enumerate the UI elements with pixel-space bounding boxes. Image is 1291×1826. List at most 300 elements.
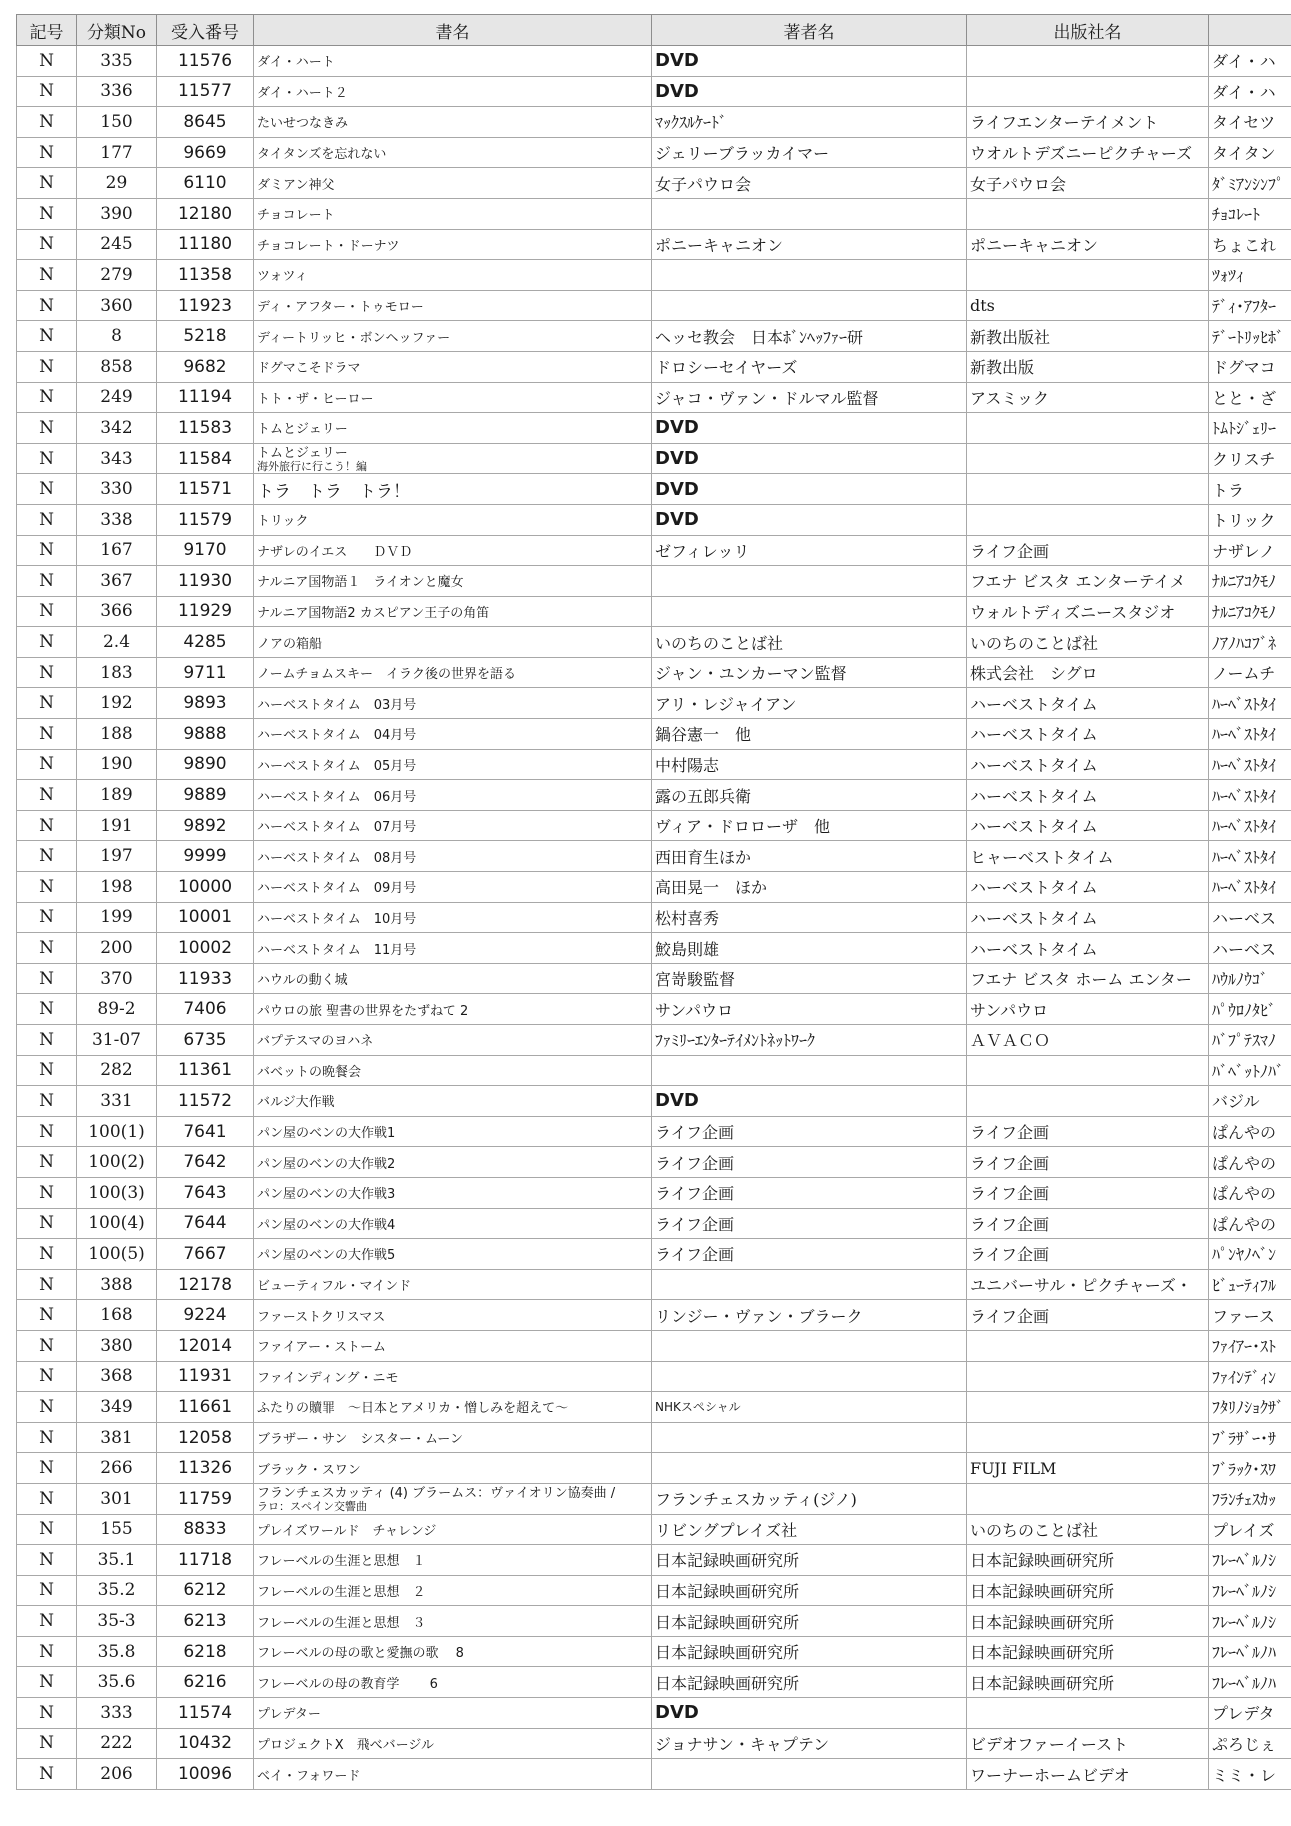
- cell-author: ヘッセ教会 日本ﾎﾞﾝﾍｯﾌｧｰ研: [652, 321, 967, 352]
- table-row: [17, 198, 1291, 229]
- table-row: [17, 229, 1291, 260]
- cell-classification-no: 330: [77, 474, 157, 505]
- table-row: [17, 168, 1291, 199]
- cell-classification-no: 100(4): [77, 1208, 157, 1239]
- cell-classification-no: 35.8: [77, 1636, 157, 1667]
- cell-mark: N: [17, 1606, 77, 1637]
- cell-mark: N: [17, 749, 77, 780]
- cell-classification-no: 29: [77, 168, 157, 199]
- cell-publisher: [967, 504, 1209, 535]
- cell-publisher: フエナ ビスタ ホーム エンター: [967, 963, 1209, 994]
- cell-reading: ミミ・レ: [1209, 1759, 1291, 1790]
- cell-publisher: ライフ企画: [967, 1300, 1209, 1331]
- cell-reading: ﾌﾚｰﾍﾞﾙﾉｼ: [1209, 1575, 1291, 1606]
- cell-title: パン屋のベンの大作戦2: [254, 1147, 652, 1178]
- cell-publisher: ヒャーベストタイム: [967, 841, 1209, 872]
- cell-title: チョコレート: [254, 198, 652, 229]
- cell-reading: ﾊｰﾍﾞｽﾄﾀｲ: [1209, 810, 1291, 841]
- table-row: [17, 1575, 1291, 1606]
- header-reading: [1209, 15, 1291, 46]
- table-row: [17, 566, 1291, 597]
- cell-accession-no: 8645: [157, 107, 254, 138]
- cell-accession-no: 12058: [157, 1422, 254, 1453]
- cell-reading: ﾂｫﾂｨ: [1209, 260, 1291, 291]
- cell-accession-no: 11572: [157, 1086, 254, 1117]
- cell-title: ブラザー・サン シスター・ムーン: [254, 1422, 652, 1453]
- cell-accession-no: 11361: [157, 1055, 254, 1086]
- cell-accession-no: 9682: [157, 351, 254, 382]
- cell-mark: N: [17, 1514, 77, 1545]
- cell-title: ツォツィ: [254, 260, 652, 291]
- table-row: [17, 107, 1291, 138]
- table-row: [17, 872, 1291, 903]
- cell-author: いのちのことば社: [652, 627, 967, 658]
- cell-publisher: ライフ企画: [967, 535, 1209, 566]
- cell-reading: ハーベス: [1209, 933, 1291, 964]
- cell-mark: N: [17, 1759, 77, 1790]
- cell-author: 西田育生ほか: [652, 841, 967, 872]
- cell-publisher: [967, 260, 1209, 291]
- cell-author: [652, 260, 967, 291]
- cell-classification-no: 343: [77, 443, 157, 474]
- cell-publisher: ライフ企画: [967, 1147, 1209, 1178]
- cell-author: ライフ企画: [652, 1147, 967, 1178]
- table-row: [17, 1239, 1291, 1270]
- cell-accession-no: 10432: [157, 1728, 254, 1759]
- cell-mark: N: [17, 290, 77, 321]
- cell-author: ポニーキャニオン: [652, 229, 967, 260]
- cell-mark: N: [17, 382, 77, 413]
- cell-title: ハーベストタイム 04月号: [254, 719, 652, 750]
- cell-accession-no: 9889: [157, 780, 254, 811]
- cell-mark: N: [17, 810, 77, 841]
- cell-title: パウロの旅 聖書の世界をたずねて 2: [254, 994, 652, 1025]
- cell-accession-no: 7644: [157, 1208, 254, 1239]
- cell-accession-no: 11577: [157, 76, 254, 107]
- cell-publisher: ライフ企画: [967, 1208, 1209, 1239]
- cell-reading: ナザレノ: [1209, 535, 1291, 566]
- cell-accession-no: 11930: [157, 566, 254, 597]
- cell-accession-no: 11194: [157, 382, 254, 413]
- cell-author: 日本記録映画研究所: [652, 1667, 967, 1698]
- cell-classification-no: 100(5): [77, 1239, 157, 1270]
- cell-accession-no: 7641: [157, 1116, 254, 1147]
- cell-reading: ダイ・ハ: [1209, 76, 1291, 107]
- cell-classification-no: 89-2: [77, 994, 157, 1025]
- cell-accession-no: 9892: [157, 810, 254, 841]
- cell-author: DVD: [652, 443, 967, 474]
- cell-classification-no: 2.4: [77, 627, 157, 658]
- cell-publisher: ハーベストタイム: [967, 780, 1209, 811]
- cell-mark: N: [17, 351, 77, 382]
- cell-author: 日本記録映画研究所: [652, 1636, 967, 1667]
- cell-author: [652, 1269, 967, 1300]
- cell-reading: トラ: [1209, 474, 1291, 505]
- cell-publisher: ウォルトディズニースタジオ: [967, 596, 1209, 627]
- cell-mark: N: [17, 994, 77, 1025]
- table-row: [17, 1361, 1291, 1392]
- cell-author: ライフ企画: [652, 1239, 967, 1270]
- cell-accession-no: 9669: [157, 137, 254, 168]
- cell-title: フレーベルの母の教育学 6: [254, 1667, 652, 1698]
- cell-publisher: 新教出版社: [967, 321, 1209, 352]
- cell-mark: N: [17, 321, 77, 352]
- cell-author: [652, 1330, 967, 1361]
- table-row: [17, 1698, 1291, 1729]
- table-row: [17, 1116, 1291, 1147]
- cell-title: フレーベルの生涯と思想 １: [254, 1545, 652, 1576]
- cell-title: トラ トラ トラ！: [254, 474, 652, 505]
- cell-accession-no: 10000: [157, 872, 254, 903]
- table-row: [17, 1392, 1291, 1423]
- cell-title: ベイ・フォワード: [254, 1759, 652, 1790]
- cell-author: リンジー・ヴァン・ブラーク: [652, 1300, 967, 1331]
- cell-classification-no: 367: [77, 566, 157, 597]
- cell-title: トムとジェリー: [254, 413, 652, 444]
- cell-title: ダイ・ハート２: [254, 76, 652, 107]
- cell-publisher: いのちのことば社: [967, 1514, 1209, 1545]
- cell-mark: N: [17, 1025, 77, 1056]
- header-accession-no: 受入番号: [157, 15, 254, 46]
- cell-mark: N: [17, 1239, 77, 1270]
- table-row: [17, 137, 1291, 168]
- cell-publisher: [967, 1055, 1209, 1086]
- cell-classification-no: 183: [77, 657, 157, 688]
- cell-reading: ﾅﾙﾆｱｺｸﾓﾉ: [1209, 566, 1291, 597]
- cell-reading: ﾌﾚｰﾍﾞﾙﾉｼ: [1209, 1545, 1291, 1576]
- cell-classification-no: 168: [77, 1300, 157, 1331]
- cell-mark: N: [17, 1483, 77, 1514]
- cell-title: ナルニア国物語2 カスピアン王子の角笛: [254, 596, 652, 627]
- cell-reading: ﾌｧｲｱｰ･ｽﾄ: [1209, 1330, 1291, 1361]
- cell-classification-no: 200: [77, 933, 157, 964]
- table-row: [17, 1330, 1291, 1361]
- cell-reading: ﾄﾑﾄｼﾞｪﾘｰ: [1209, 413, 1291, 444]
- table-row: [17, 260, 1291, 291]
- cell-reading: ﾃﾞｰﾄﾘｯﾋﾎﾞ: [1209, 321, 1291, 352]
- cell-author: [652, 1055, 967, 1086]
- table-row: [17, 627, 1291, 658]
- cell-title: ふたりの贖罪 〜日本とアメリカ・憎しみを超えて〜: [254, 1392, 652, 1423]
- cell-publisher: 株式会社 シグロ: [967, 657, 1209, 688]
- cell-accession-no: 11583: [157, 413, 254, 444]
- cell-classification-no: 335: [77, 46, 157, 77]
- cell-title: プレデター: [254, 1698, 652, 1729]
- cell-author: DVD: [652, 46, 967, 77]
- cell-publisher: [967, 474, 1209, 505]
- cell-reading: ﾊｰﾍﾞｽﾄﾀｲ: [1209, 749, 1291, 780]
- cell-reading: ﾌｧｲﾝﾃﾞｨﾝ: [1209, 1361, 1291, 1392]
- table-row: [17, 841, 1291, 872]
- cell-publisher: [967, 46, 1209, 77]
- header-author: 著者名: [652, 15, 967, 46]
- cell-mark: N: [17, 780, 77, 811]
- cell-title: ビューティフル・マインド: [254, 1269, 652, 1300]
- cell-classification-no: 177: [77, 137, 157, 168]
- cell-author: サンパウロ: [652, 994, 967, 1025]
- cell-title: ドグマこそドラマ: [254, 351, 652, 382]
- cell-author: ジェリーブラッカイマー: [652, 137, 967, 168]
- table-row: [17, 719, 1291, 750]
- cell-mark: N: [17, 1086, 77, 1117]
- cell-reading: タイタン: [1209, 137, 1291, 168]
- cell-mark: N: [17, 443, 77, 474]
- cell-author: アリ・レジャイアン: [652, 688, 967, 719]
- cell-reading: バジル: [1209, 1086, 1291, 1117]
- cell-publisher: アスミック: [967, 382, 1209, 413]
- cell-mark: N: [17, 260, 77, 291]
- cell-reading: ノームチ: [1209, 657, 1291, 688]
- table-row: [17, 596, 1291, 627]
- cell-reading: ﾃﾞｨ･ｱﾌﾀｰ: [1209, 290, 1291, 321]
- table-row: [17, 1636, 1291, 1667]
- cell-accession-no: 11574: [157, 1698, 254, 1729]
- cell-title: ハーベストタイム 11月号: [254, 933, 652, 964]
- cell-author: 日本記録映画研究所: [652, 1606, 967, 1637]
- cell-publisher: [967, 198, 1209, 229]
- table-row: [17, 963, 1291, 994]
- cell-classification-no: 35.1: [77, 1545, 157, 1576]
- cell-title: ハーベストタイム 05月号: [254, 749, 652, 780]
- cell-publisher: 女子パウロ会: [967, 168, 1209, 199]
- cell-reading: ドグマコ: [1209, 351, 1291, 382]
- cell-publisher: ハーベストタイム: [967, 872, 1209, 903]
- table-row: [17, 443, 1291, 474]
- table-row: [17, 657, 1291, 688]
- cell-accession-no: 7406: [157, 994, 254, 1025]
- cell-publisher: [967, 1330, 1209, 1361]
- cell-title: パン屋のベンの大作戦3: [254, 1177, 652, 1208]
- cell-accession-no: 11661: [157, 1392, 254, 1423]
- cell-reading: ダイ・ハ: [1209, 46, 1291, 77]
- cell-classification-no: 35.6: [77, 1667, 157, 1698]
- table-row: [17, 1025, 1291, 1056]
- cell-accession-no: 9170: [157, 535, 254, 566]
- cell-publisher: [967, 1483, 1209, 1514]
- cell-accession-no: 11358: [157, 260, 254, 291]
- cell-title: フレーベルの生涯と思想 ３: [254, 1606, 652, 1637]
- cell-mark: N: [17, 657, 77, 688]
- cell-title: バベットの晩餐会: [254, 1055, 652, 1086]
- cell-mark: N: [17, 1545, 77, 1576]
- cell-reading: プレイズ: [1209, 1514, 1291, 1545]
- cell-mark: N: [17, 902, 77, 933]
- cell-author: 鮫島則雄: [652, 933, 967, 964]
- cell-reading: ﾊｳﾙﾉｳｺﾞ: [1209, 963, 1291, 994]
- cell-accession-no: 9890: [157, 749, 254, 780]
- cell-title: ディ・アフター・トゥモロー: [254, 290, 652, 321]
- cell-reading: ハーベス: [1209, 902, 1291, 933]
- cell-title: ハーベストタイム 06月号: [254, 780, 652, 811]
- cell-classification-no: 191: [77, 810, 157, 841]
- cell-publisher: [967, 1086, 1209, 1117]
- cell-reading: クリスチ: [1209, 443, 1291, 474]
- cell-mark: N: [17, 1300, 77, 1331]
- cell-classification-no: 199: [77, 902, 157, 933]
- cell-author: ヴィア・ドロローザ 他: [652, 810, 967, 841]
- header-publisher: 出版社名: [967, 15, 1209, 46]
- table-row: [17, 76, 1291, 107]
- table-row: [17, 46, 1291, 77]
- cell-author: [652, 1453, 967, 1484]
- cell-author: [652, 1361, 967, 1392]
- table-row: [17, 994, 1291, 1025]
- cell-classification-no: 249: [77, 382, 157, 413]
- cell-title: ハーベストタイム 09月号: [254, 872, 652, 903]
- cell-publisher: ライフ企画: [967, 1177, 1209, 1208]
- cell-mark: N: [17, 841, 77, 872]
- cell-accession-no: 6735: [157, 1025, 254, 1056]
- table-row: [17, 413, 1291, 444]
- cell-classification-no: 301: [77, 1483, 157, 1514]
- cell-mark: N: [17, 963, 77, 994]
- cell-classification-no: 100(2): [77, 1147, 157, 1178]
- table-row: [17, 1422, 1291, 1453]
- cell-publisher: ビデオファーイースト: [967, 1728, 1209, 1759]
- table-row: [17, 1514, 1291, 1545]
- cell-title: プロジェクトX 飛べバージル: [254, 1728, 652, 1759]
- cell-accession-no: 10002: [157, 933, 254, 964]
- table-row: [17, 1728, 1291, 1759]
- cell-title: ハーベストタイム 10月号: [254, 902, 652, 933]
- cell-author: ライフ企画: [652, 1177, 967, 1208]
- cell-accession-no: 8833: [157, 1514, 254, 1545]
- cell-reading: ぱんやの: [1209, 1116, 1291, 1147]
- cell-reading: ﾊｰﾍﾞｽﾄﾀｲ: [1209, 688, 1291, 719]
- cell-reading: ﾋﾞｭｰﾃｨﾌﾙ: [1209, 1269, 1291, 1300]
- cell-title: [254, 443, 652, 474]
- cell-publisher: ハーベストタイム: [967, 902, 1209, 933]
- cell-mark: N: [17, 76, 77, 107]
- table-row: [17, 1667, 1291, 1698]
- cell-accession-no: 10001: [157, 902, 254, 933]
- cell-classification-no: 189: [77, 780, 157, 811]
- cell-classification-no: 338: [77, 504, 157, 535]
- cell-reading: ﾀﾞﾐｱﾝｼﾝﾌﾟ: [1209, 168, 1291, 199]
- cell-classification-no: 197: [77, 841, 157, 872]
- cell-author: 露の五郎兵衛: [652, 780, 967, 811]
- cell-mark: N: [17, 933, 77, 964]
- cell-publisher: [967, 76, 1209, 107]
- cell-publisher: FUJI FILM: [967, 1453, 1209, 1484]
- cell-mark: N: [17, 627, 77, 658]
- cell-reading: ﾊｰﾍﾞｽﾄﾀｲ: [1209, 780, 1291, 811]
- cell-reading: ﾉｱﾉﾊｺﾌﾞﾈ: [1209, 627, 1291, 658]
- table-row: [17, 474, 1291, 505]
- cell-publisher: ハーベストタイム: [967, 810, 1209, 841]
- cell-author: [652, 596, 967, 627]
- cell-publisher: [967, 1361, 1209, 1392]
- header-mark: 記号: [17, 15, 77, 46]
- cell-title: ブラック・スワン: [254, 1453, 652, 1484]
- table-row: [17, 780, 1291, 811]
- cell-author: [652, 290, 967, 321]
- cell-classification-no: 370: [77, 963, 157, 994]
- cell-author: DVD: [652, 1698, 967, 1729]
- cell-publisher: 新教出版: [967, 351, 1209, 382]
- cell-author: 女子パウロ会: [652, 168, 967, 199]
- cell-publisher: ＡＶＡＣＯ: [967, 1025, 1209, 1056]
- cell-accession-no: 7667: [157, 1239, 254, 1270]
- cell-classification-no: 31-07: [77, 1025, 157, 1056]
- cell-classification-no: 333: [77, 1698, 157, 1729]
- cell-title: プレイズワールド チャレンジ: [254, 1514, 652, 1545]
- cell-mark: N: [17, 168, 77, 199]
- cell-classification-no: 206: [77, 1759, 157, 1790]
- title-main: トムとジェリー: [257, 445, 348, 461]
- cell-reading: ぱんやの: [1209, 1208, 1291, 1239]
- cell-publisher: ポニーキャニオン: [967, 229, 1209, 260]
- cell-reading: ﾅﾙﾆｱｺｸﾓﾉ: [1209, 596, 1291, 627]
- cell-classification-no: 35-3: [77, 1606, 157, 1637]
- cell-publisher: [967, 413, 1209, 444]
- cell-author: ﾏｯｸｽﾙｹｰﾄﾞ: [652, 107, 967, 138]
- cell-accession-no: 9999: [157, 841, 254, 872]
- cell-accession-no: 9711: [157, 657, 254, 688]
- cell-mark: N: [17, 566, 77, 597]
- cell-title: パン屋のベンの大作戦1: [254, 1116, 652, 1147]
- cell-publisher: フエナ ビスタ エンターテイメ: [967, 566, 1209, 597]
- table-row: [17, 351, 1291, 382]
- cell-title: ハウルの動く城: [254, 963, 652, 994]
- cell-accession-no: 9888: [157, 719, 254, 750]
- cell-title: ハーベストタイム 03月号: [254, 688, 652, 719]
- cell-author: ジャン・ユンカーマン監督: [652, 657, 967, 688]
- cell-author: リビングプレイズ社: [652, 1514, 967, 1545]
- cell-title: フレーベルの生涯と思想 ２: [254, 1575, 652, 1606]
- cell-classification-no: 279: [77, 260, 157, 291]
- header-title: 書名: [254, 15, 652, 46]
- cell-mark: N: [17, 1330, 77, 1361]
- cell-mark: N: [17, 1453, 77, 1484]
- cell-classification-no: 188: [77, 719, 157, 750]
- cell-classification-no: 167: [77, 535, 157, 566]
- cell-reading: ﾌﾚｰﾍﾞﾙﾉﾊ: [1209, 1636, 1291, 1667]
- cell-accession-no: 11933: [157, 963, 254, 994]
- cell-title: バルジ大作戦: [254, 1086, 652, 1117]
- cell-classification-no: 342: [77, 413, 157, 444]
- cell-author: ゼフィレッリ: [652, 535, 967, 566]
- cell-reading: ぷろじぇ: [1209, 1728, 1291, 1759]
- cell-accession-no: 9893: [157, 688, 254, 719]
- cell-accession-no: 11571: [157, 474, 254, 505]
- table-row: [17, 1269, 1291, 1300]
- cell-reading: ﾊﾞﾍﾞｯﾄﾉﾊﾞ: [1209, 1055, 1291, 1086]
- cell-mark: N: [17, 1698, 77, 1729]
- cell-title: ファインディング・ニモ: [254, 1361, 652, 1392]
- cell-classification-no: 245: [77, 229, 157, 260]
- cell-publisher: 日本記録映画研究所: [967, 1667, 1209, 1698]
- cell-publisher: dts: [967, 290, 1209, 321]
- table-row: [17, 749, 1291, 780]
- cell-mark: N: [17, 1575, 77, 1606]
- table-row: [17, 1453, 1291, 1484]
- cell-title: バプテスマのヨハネ: [254, 1025, 652, 1056]
- cell-title: ナザレのイエス ＤＶＤ: [254, 535, 652, 566]
- cell-title: ファーストクリスマス: [254, 1300, 652, 1331]
- header-row: [17, 15, 1291, 46]
- cell-mark: N: [17, 719, 77, 750]
- cell-title: ダイ・ハート: [254, 46, 652, 77]
- cell-reading: ﾊﾟﾝﾔﾉﾍﾞﾝ: [1209, 1239, 1291, 1270]
- cell-mark: N: [17, 229, 77, 260]
- cell-mark: N: [17, 1147, 77, 1178]
- cell-classification-no: 381: [77, 1422, 157, 1453]
- cell-reading: ﾌﾞﾗｯｸ･ｽﾜ: [1209, 1453, 1291, 1484]
- cell-accession-no: 11923: [157, 290, 254, 321]
- cell-author: ライフ企画: [652, 1116, 967, 1147]
- cell-author: ドロシーセイヤーズ: [652, 351, 967, 382]
